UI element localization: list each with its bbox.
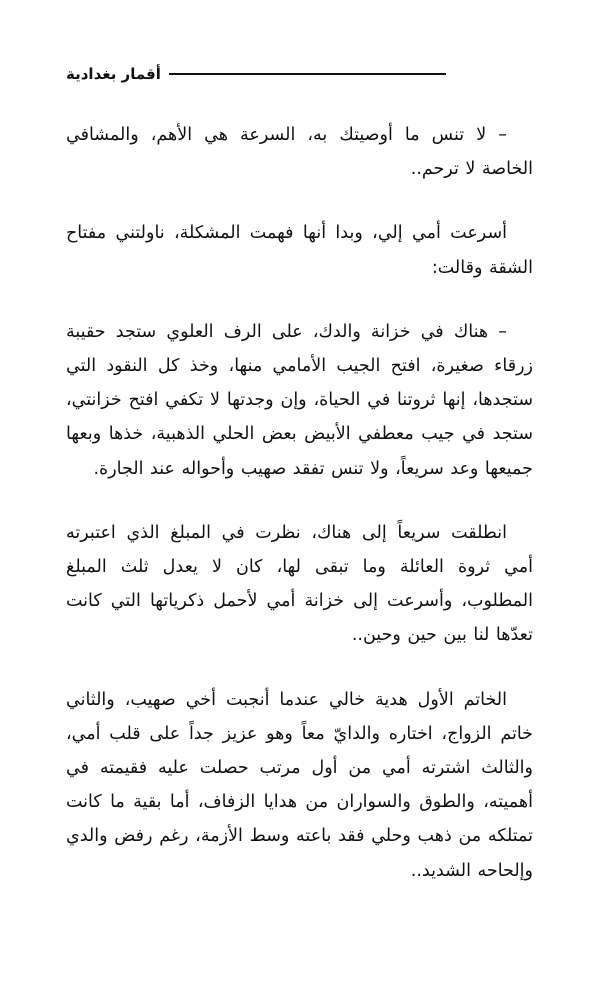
header-rule <box>169 73 446 75</box>
running-header <box>66 62 446 86</box>
book-title: أقمار بغدادية <box>66 65 161 83</box>
paragraph-3: – هناك في خزانة والدك، على الرف العلوي ستجد حقيبة زرقاء صغيرة، افتح الجيب الأمامي منها، وخذ كل النقود التي ستجدها، إنها ثروتنا في الحياة، وإن وجدتها لا تكفي افتح خزانتي، ستجد في جيب معطفي الأبيض بعض الحلي الذهبية، خذها وبعها جميعها وعد سريعاً، ولا تنس تفقد صهيب وأحواله عند الجارة. <box>66 321 533 479</box>
page-body <box>66 118 533 918</box>
paragraph-1: – لا تنس ما أوصيتك به، السرعة هي الأهم، والمشافي الخاصة لا ترحم.. <box>66 125 533 180</box>
paragraph-2: أسرعت أمي إلي، وبدا أنها فهمت المشكلة، ناولتني مفتاح الشقة وقالت: <box>66 223 533 278</box>
paragraph-4: انطلقت سريعاً إلى هناك، نظرت في المبلغ الذي اعتبرته أمي ثروة العائلة وما تبقى لها، كان لا يعدل ثلث المبلغ المطلوب، وأسرعت إلى خزانة أمي لأحمل ذكرياتها التي كانت تعدّها لنا بين حين وحين.. <box>66 522 533 646</box>
paragraph-5: الخاتم الأول هدية خالي عندما أنجبت أخي صهيب، والثاني خاتم الزواج، اختاره والدايّ معاً وهو عزيز جداً على قلب أمي، والثالث اشترته أمي من أول مرتب حصلت عليه فقيمته في أهميته، والطوق والسواران من هدايا الزفاف، أما بقية ما كانت تمتلكه من ذهب وحلي فقد باعته وسط الأزمة، رغم رفض والدي وإلحاحه الشديد.. <box>66 689 533 881</box>
